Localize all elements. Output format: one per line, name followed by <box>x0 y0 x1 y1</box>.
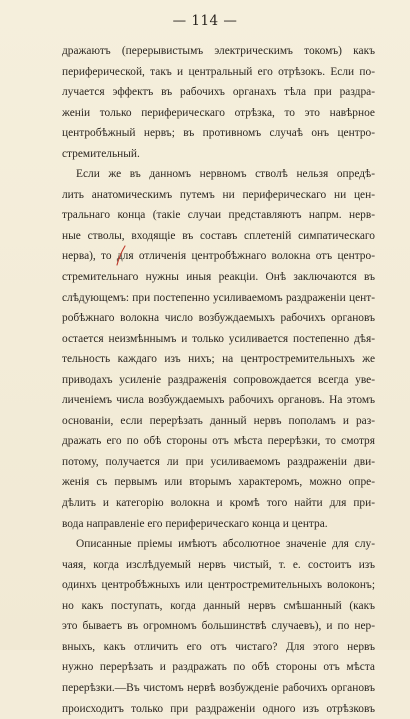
text-line: дражать его по обѣ стороны отъ мѣста перерѣзки, то смотря <box>62 431 375 452</box>
text-line: это бываетъ въ огромномъ большинствѣ случаевъ), и по нер- <box>62 616 375 637</box>
text-line: вныхъ, какъ отличить его отъ чистаго? Для этого нервъ <box>62 637 375 658</box>
text-line: дѣлить и категорію волокна и кромѣ того найти для при- <box>62 493 375 514</box>
text-line: личеніемъ числа возбуждаемыхъ рабочихъ органовъ. На этомъ <box>62 390 375 411</box>
text-line: стремительнаго нужны иныя реакціи. Онѣ заключаются въ <box>62 267 375 288</box>
text-line: остается неизмѣннымъ и только усиливается постепенно дѣя- <box>62 329 375 350</box>
text-line: но какъ поступать, когда данный нервъ смѣшанный (какъ <box>62 596 375 617</box>
text-line: лить анатомическимъ путемъ ни периферическаго ни цен- <box>62 185 375 206</box>
text-line: основаніи, если перерѣзать данный нервъ пополамъ и раз- <box>62 411 375 432</box>
text-line: тельность каждаго изъ нихъ; на центростремительныхъ же <box>62 349 375 370</box>
text-line: Если же въ данномъ нервномъ стволѣ нельзя опредѣ- <box>62 164 375 185</box>
text-line: чаяя, когда изслѣдуемый нервъ чистый, т. е. состоитъ изъ <box>62 555 375 576</box>
text-line: приводахъ усиленіе раздраженія сопровождается всегда уве- <box>62 370 375 391</box>
text-line: робѣжнаго волокна число возбуждаемыхъ рабочихъ органовъ <box>62 308 375 329</box>
page-number: — 114 — <box>0 13 410 29</box>
text-line: тральнаго конца (такіе случаи представляютъ напрм. нерв- <box>62 205 375 226</box>
text-line: вода направленіе его периферическаго конца и центра. <box>62 514 375 535</box>
text-line: Описанные пріемы имѣютъ абсолютное значеніе для слу- <box>62 534 375 555</box>
text-line: дражаютъ (перерывистымъ электрическимъ токомъ) какъ <box>62 41 375 62</box>
text-line: женія съ первымъ или вторымъ характеромъ, можно опре- <box>62 472 375 493</box>
text-line: потому, получается ли при усиливаемомъ раздраженіи дви- <box>62 452 375 473</box>
text-line: лучается эффектъ въ рабочихъ органахъ тѣла при раздра- <box>62 82 375 103</box>
text-line: перерѣзки.—Въ чистомъ нервѣ возбужденіе рабочихъ органовъ <box>62 678 375 699</box>
body-text <box>62 41 375 719</box>
text-line: центробѣжный нервъ; въ противномъ случаѣ онъ центро- <box>62 123 375 144</box>
text-line: слѣдующемъ: при постепенно усиливаемомъ раздраженіи цент- <box>62 288 375 309</box>
text-line: нужно перерѣзать и раздражать по обѣ стороны отъ мѣста <box>62 657 375 678</box>
text-line: происходитъ только при раздраженіи одного изъ отрѣзковъ <box>62 699 375 719</box>
text-line: нерва), то для отличенія центробѣжнаго волокна отъ центро- <box>62 246 375 267</box>
text-line: женіи только периферическаго отрѣзка, то это навѣрное <box>62 103 375 124</box>
text-line: ные стволы, входящіе въ составъ сплетеній симпатическаго <box>62 226 375 247</box>
text-line: периферической, такъ и центральный его отрѣзокъ. Если по- <box>62 62 375 83</box>
text-line: стремительный. <box>62 144 375 165</box>
text-line: одинхъ центробѣжныхъ или центростремительныхъ волоконъ; <box>62 575 375 596</box>
